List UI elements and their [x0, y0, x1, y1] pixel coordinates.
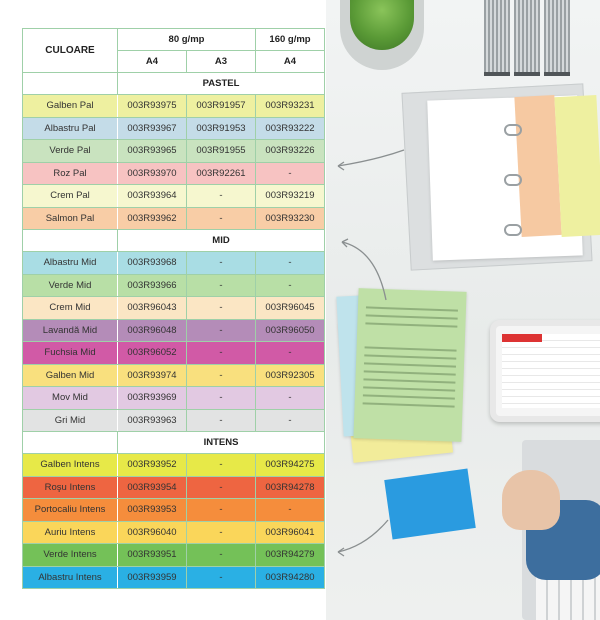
- code-a4-160-cell: 003R96041: [256, 521, 325, 544]
- code-a3-cell: -: [187, 521, 256, 544]
- code-a4-160-cell: 003R93231: [256, 95, 325, 118]
- code-a4-cell: 003R93962: [118, 207, 187, 230]
- header-row-weights: [23, 29, 325, 51]
- color-row: [23, 140, 325, 163]
- code-a4-cell: 003R93975: [118, 95, 187, 118]
- color-row: [23, 566, 325, 589]
- code-a3-cell: -: [187, 454, 256, 477]
- section-blank-cell: [23, 230, 118, 252]
- code-a3-cell: -: [187, 274, 256, 297]
- code-a4-160-cell: 003R94278: [256, 476, 325, 499]
- code-a4-cell: 003R93966: [118, 274, 187, 297]
- code-a3-cell: -: [187, 319, 256, 342]
- color-row: [23, 544, 325, 567]
- code-a3-cell: 003R92261: [187, 162, 256, 185]
- color-row: [23, 95, 325, 118]
- color-row: [23, 297, 325, 320]
- code-a4-160-cell: 003R96045: [256, 297, 325, 320]
- color-name-cell: Verde Pal: [23, 140, 118, 163]
- code-a4-160-cell: 003R96050: [256, 319, 325, 342]
- size-a3-header: A3: [187, 51, 256, 73]
- code-a4-cell: 003R96043: [118, 297, 187, 320]
- table-body: [23, 29, 325, 589]
- color-name-cell: Verde Mid: [23, 274, 118, 297]
- color-name-cell: Lavandă Mid: [23, 319, 118, 342]
- section-title: PASTEL: [118, 73, 325, 95]
- code-a4-cell: 003R93959: [118, 566, 187, 589]
- color-name-cell: Galben Intens: [23, 454, 118, 477]
- code-a4-160-cell: 003R94279: [256, 544, 325, 567]
- code-a3-cell: -: [187, 252, 256, 275]
- code-a3-cell: -: [187, 499, 256, 522]
- code-a4-160-cell: 003R93226: [256, 140, 325, 163]
- section-row-intens: [23, 432, 325, 454]
- code-a4-160-cell: 003R93230: [256, 207, 325, 230]
- code-a4-cell: 003R96052: [118, 342, 187, 365]
- color-code-table-wrap: [22, 28, 324, 589]
- code-a4-160-cell: -: [256, 387, 325, 410]
- code-a4-160-cell: -: [256, 409, 325, 432]
- color-row: [23, 499, 325, 522]
- code-a3-cell: -: [187, 566, 256, 589]
- color-row: [23, 117, 325, 140]
- section-blank-cell: [23, 73, 118, 95]
- code-a4-160-cell: -: [256, 499, 325, 522]
- color-name-cell: Albastru Mid: [23, 252, 118, 275]
- color-row: [23, 476, 325, 499]
- code-a3-cell: -: [187, 387, 256, 410]
- code-a4-160-cell: -: [256, 252, 325, 275]
- code-a3-cell: -: [187, 342, 256, 365]
- size-a4-160-header: A4: [256, 51, 325, 73]
- culoare-header: CULOARE: [23, 29, 118, 73]
- code-a4-cell: 003R93969: [118, 387, 187, 410]
- color-row: [23, 387, 325, 410]
- code-a3-cell: 003R91957: [187, 95, 256, 118]
- code-a4-cell: 003R93964: [118, 185, 187, 208]
- color-row: [23, 342, 325, 365]
- code-a3-cell: -: [187, 185, 256, 208]
- code-a4-cell: 003R93967: [118, 117, 187, 140]
- code-a3-cell: -: [187, 207, 256, 230]
- code-a4-cell: 003R93954: [118, 476, 187, 499]
- arrow-curves: [326, 0, 600, 620]
- code-a4-cell: 003R93963: [118, 409, 187, 432]
- section-row-mid: [23, 230, 325, 252]
- code-a4-160-cell: 003R94280: [256, 566, 325, 589]
- color-name-cell: Fuchsia Mid: [23, 342, 118, 365]
- code-a4-160-cell: 003R93219: [256, 185, 325, 208]
- color-name-cell: Crem Pal: [23, 185, 118, 208]
- color-name-cell: Gri Mid: [23, 409, 118, 432]
- color-row: [23, 521, 325, 544]
- code-a4-160-cell: 003R93222: [256, 117, 325, 140]
- code-a3-cell: -: [187, 476, 256, 499]
- code-a4-cell: 003R93968: [118, 252, 187, 275]
- code-a4-cell: 003R93970: [118, 162, 187, 185]
- weight-160-header: 160 g/mp: [256, 29, 325, 51]
- color-row: [23, 454, 325, 477]
- color-name-cell: Mov Mid: [23, 387, 118, 410]
- color-name-cell: Albastru Pal: [23, 117, 118, 140]
- color-name-cell: Auriu Intens: [23, 521, 118, 544]
- code-a4-cell: 003R93965: [118, 140, 187, 163]
- section-title: INTENS: [118, 432, 325, 454]
- code-a4-160-cell: -: [256, 274, 325, 297]
- code-a4-cell: 003R96040: [118, 521, 187, 544]
- color-row: [23, 409, 325, 432]
- code-a4-160-cell: -: [256, 342, 325, 365]
- code-a3-cell: -: [187, 544, 256, 567]
- color-row: [23, 364, 325, 387]
- code-a4-cell: 003R93951: [118, 544, 187, 567]
- code-a4-cell: 003R93952: [118, 454, 187, 477]
- color-row: [23, 274, 325, 297]
- color-code-table: [22, 28, 325, 589]
- color-row: [23, 185, 325, 208]
- color-name-cell: Galben Pal: [23, 95, 118, 118]
- section-title: MID: [118, 230, 325, 252]
- color-name-cell: Verde Intens: [23, 544, 118, 567]
- color-name-cell: Albastru Intens: [23, 566, 118, 589]
- code-a3-cell: 003R91955: [187, 140, 256, 163]
- color-row: [23, 252, 325, 275]
- color-name-cell: Portocaliu Intens: [23, 499, 118, 522]
- color-name-cell: Crem Mid: [23, 297, 118, 320]
- code-a4-cell: 003R96048: [118, 319, 187, 342]
- color-name-cell: Salmon Pal: [23, 207, 118, 230]
- color-row: [23, 162, 325, 185]
- code-a3-cell: -: [187, 364, 256, 387]
- weight-80-header: 80 g/mp: [118, 29, 256, 51]
- color-row: [23, 319, 325, 342]
- size-a4-header: A4: [118, 51, 187, 73]
- code-a4-160-cell: 003R92305: [256, 364, 325, 387]
- code-a4-cell: 003R93953: [118, 499, 187, 522]
- code-a3-cell: -: [187, 297, 256, 320]
- section-blank-cell: [23, 432, 118, 454]
- office-photo: [326, 0, 600, 620]
- color-name-cell: Galben Mid: [23, 364, 118, 387]
- code-a4-160-cell: 003R94275: [256, 454, 325, 477]
- code-a3-cell: -: [187, 409, 256, 432]
- section-row-pastel: [23, 73, 325, 95]
- code-a4-160-cell: -: [256, 162, 325, 185]
- code-a3-cell: 003R91953: [187, 117, 256, 140]
- color-name-cell: Roşu Intens: [23, 476, 118, 499]
- code-a4-cell: 003R93974: [118, 364, 187, 387]
- color-row: [23, 207, 325, 230]
- color-name-cell: Roz Pal: [23, 162, 118, 185]
